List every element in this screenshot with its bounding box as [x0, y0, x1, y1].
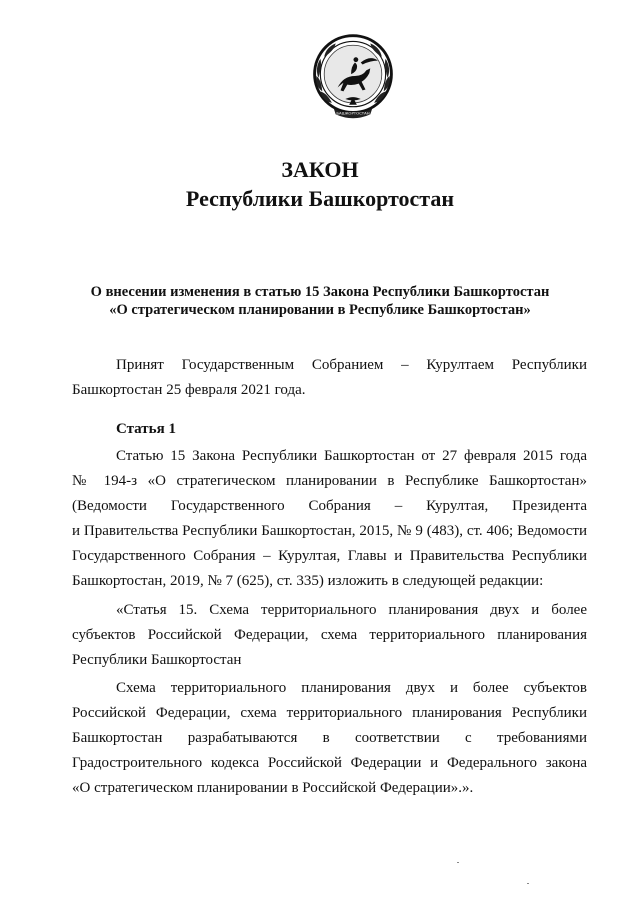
- adoption-line: Принят Государственным Собранием – Курултаем Республики: [116, 357, 587, 373]
- law-title-line: «О стратегическом планировании в Республике Башкортостан»: [109, 302, 531, 318]
- quote-line: Республики Башкортостан: [72, 652, 242, 668]
- article-line: Государственного Собрания – Курултая, Главы и Правительства Республики: [72, 548, 587, 564]
- article-line: Башкортостан, 2019, № 7 (625), ст. 335) изложить в следующей редакции:: [72, 573, 544, 589]
- bashkortostan-coat-of-arms-icon: [305, 28, 401, 124]
- quote-line: Схема территориального планирования двух и более субъектов: [116, 680, 587, 696]
- law-title-line: О внесении изменения в статью 15 Закона Республики Башкортостан: [90, 284, 550, 300]
- article-line: № 194-з «О стратегическом планировании в Республике Башкортостан»: [72, 473, 587, 489]
- article-line: и Правительства Республики Башкортостан, 2015, № 9 (483), ст. 406; Ведомости: [72, 523, 587, 539]
- document-subtitle: Республики Башкортостан: [185, 186, 455, 211]
- article-body: [72, 444, 587, 594]
- article-line: (Ведомости Государственного Собрания – Курултая, Президента: [72, 498, 587, 514]
- adoption-statement: [72, 353, 587, 403]
- svg-text:БАШКОРТОСТАН: БАШКОРТОСТАН: [336, 110, 370, 116]
- article-heading: Статья 1: [116, 421, 176, 437]
- quote-line: Башкортостан разрабатываются в соответствии с требованиями: [72, 730, 587, 746]
- document-title: ЗАКОН: [281, 157, 359, 182]
- quoted-article-text: [72, 676, 587, 801]
- quoted-article-heading: [72, 598, 587, 673]
- quote-line: Российской Федерации, схема территориального планирования Республики: [72, 705, 587, 721]
- quote-line: субъектов Российской Федерации, схема территориального планирования: [72, 627, 587, 643]
- quote-line: Градостроительного кодекса Российской Федерации и Федерального закона: [72, 755, 587, 771]
- quote-line: «Статья 15. Схема территориального планирования двух и более: [116, 602, 587, 618]
- article-line: Статью 15 Закона Республики Башкортостан от 27 февраля 2015 года: [116, 448, 587, 464]
- scan-speck: [527, 883, 529, 884]
- adoption-line: Башкортостан 25 февраля 2021 года.: [72, 382, 306, 398]
- quote-line: «О стратегическом планировании в Российской Федерации».».: [72, 780, 474, 796]
- law-title: [40, 283, 600, 319]
- scan-speck: [457, 862, 459, 863]
